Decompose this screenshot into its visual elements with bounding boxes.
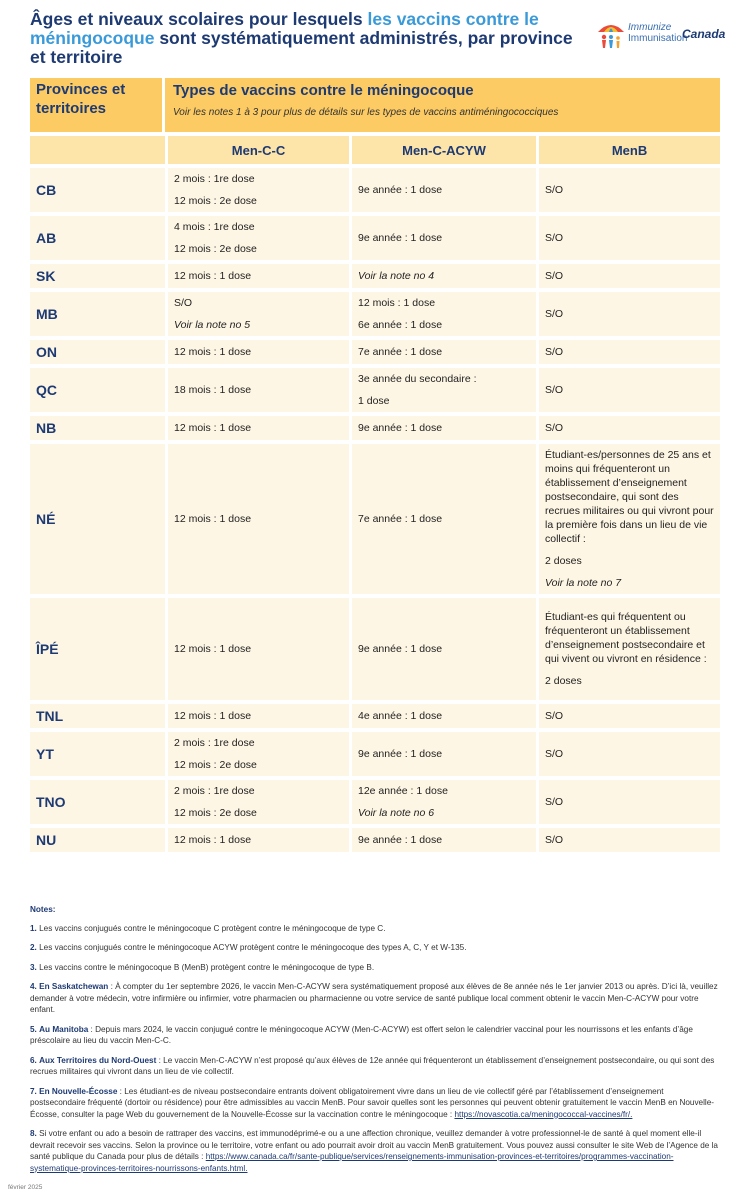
- province-name: QC: [30, 364, 165, 412]
- table-row: [30, 260, 720, 288]
- cell-menc: [165, 212, 349, 260]
- cell-acyw: [349, 260, 536, 288]
- cell-line: S/O: [545, 384, 564, 396]
- cell-line: Voir la note no 7: [545, 577, 622, 589]
- subheader-menc: Men-C-C: [165, 132, 349, 164]
- cell-line: 9e année : 1 dose: [358, 643, 443, 655]
- title-highlight: les vaccins contre le méningocoque: [30, 9, 539, 48]
- cell-line: 12 mois : 1 dose: [174, 422, 252, 434]
- note-bold-label: Aux Territoires du Nord-Ouest: [39, 1055, 157, 1065]
- cell-line: 4e année : 1 dose: [358, 710, 443, 722]
- cell-line: 9e année : 1 dose: [358, 748, 443, 760]
- notes-title: Notes:: [30, 905, 56, 914]
- cell-line: 1 dose: [358, 395, 390, 407]
- cell-line: 18 mois : 1 dose: [174, 384, 252, 396]
- cell-line: S/O: [545, 346, 564, 358]
- cell-menc: [165, 364, 349, 412]
- cell-line: 12 mois : 1 dose: [174, 270, 252, 282]
- cell-line: 3e année du secondaire :: [358, 373, 477, 385]
- cell-line: 12 mois : 2e dose: [174, 807, 257, 819]
- note-item: [30, 981, 720, 1016]
- logo-text-immunisation: Immunisation: [628, 33, 688, 44]
- cell-acyw: [349, 824, 536, 852]
- cell-line: 12 mois : 1 dose: [174, 643, 252, 655]
- cell-menc: [165, 412, 349, 440]
- note-number: 5.: [30, 1024, 37, 1034]
- table-row: [30, 700, 720, 728]
- cell-line: 2 doses: [545, 675, 582, 687]
- cell-menb: [536, 440, 720, 594]
- province-name: YT: [30, 728, 165, 776]
- cell-acyw: [349, 728, 536, 776]
- cell-line: 9e année : 1 dose: [358, 422, 443, 434]
- table-row: [30, 824, 720, 852]
- cell-menc: [165, 728, 349, 776]
- note-text: : Les étudiant-es de niveau postsecondaire entrants doivent obligatoirement vivre dans un lieu de vie collectif géré par l’établissement d’enseignement postsecondaire fréquenté (dortoir ou résidence) pour être admissibles au vaccin MenB. Pour savoir quelles sont les personnes qui peuvent obtenir gratuitement le vaccin MenB en Nouvelle-Écosse, consulter la page Web du gouvernement de la Nouvelle-Écosse sur la vaccination contre le méningocoque :: [30, 1086, 715, 1119]
- cell-line: 12 mois : 1 dose: [174, 513, 252, 525]
- cell-menb: [536, 364, 720, 412]
- table-row: [30, 776, 720, 824]
- province-name: ÎPÉ: [30, 594, 165, 700]
- table-row: [30, 288, 720, 336]
- note-text: : À compter du 1er septembre 2026, le vaccin Men-C-ACYW sera systématiquement proposé aux élèves de 8e année nés le 1er janvier 2013 ou après. D’ici là, veuillez demander à votre médecin, votre infirmière ou infirmier, votre pharmacien ou pharmacienne ou votre service de santé publique local comment obtenir le vaccin Men-C-ACYW pour votre enfant.: [30, 982, 718, 1014]
- cell-menb: [536, 260, 720, 288]
- table-row: [30, 212, 720, 260]
- cell-line: 6e année : 1 dose: [358, 319, 443, 331]
- cell-menc: [165, 164, 349, 212]
- cell-menb: [536, 728, 720, 776]
- note-text: Les vaccins conjugués contre le méningocoque ACYW protègent contre le méningocoque des types A, C, Y et W-135.: [39, 943, 467, 952]
- province-name: ON: [30, 336, 165, 364]
- note-bold-label: Au Manitoba: [39, 1024, 89, 1034]
- note-item: [30, 1055, 720, 1078]
- cell-menc: [165, 824, 349, 852]
- note-text: : Depuis mars 2024, le vaccin conjugué contre le méningocoque ACYW (Men-C-ACYW) est offert selon le calendrier vaccinal pour les nourrissons et les enfants d’âge préscolaire au lieu du vaccin Men-C-C.: [30, 1024, 693, 1045]
- province-name: MB: [30, 288, 165, 336]
- cell-line: 9e année : 1 dose: [358, 232, 443, 244]
- cell-menb: [536, 288, 720, 336]
- cell-menc: [165, 594, 349, 700]
- logo-text-canada: Canada: [682, 27, 726, 41]
- cell-acyw: [349, 412, 536, 440]
- note-number: 4.: [30, 982, 37, 991]
- province-name: NU: [30, 824, 165, 852]
- cell-line: S/O: [545, 270, 564, 282]
- note-item: [30, 923, 720, 935]
- cell-menb: [536, 594, 720, 700]
- header-provinces: Provinces et territoires: [30, 78, 165, 132]
- note-number: 3.: [30, 962, 37, 972]
- cell-line: 12 mois : 1 dose: [174, 834, 252, 846]
- cell-menb: [536, 412, 720, 440]
- cell-line: S/O: [545, 834, 564, 846]
- cell-line: 12 mois : 2e dose: [174, 243, 257, 255]
- cell-line: 9e année : 1 dose: [358, 184, 443, 196]
- note-link[interactable]: https://www.canada.ca/fr/sante-publique/services/renseignements-immunisation-provinces-et-territoires/programmes-vaccination-systematique-provinces-territoires-nourrissons-enfants.html.: [30, 1152, 674, 1173]
- cell-line: S/O: [174, 297, 193, 309]
- cell-line: Étudiant-es qui fréquentent ou fréquenteront un établissement d’enseignement postsecondaire et qui vivent ou vivront en résidence :: [545, 611, 707, 665]
- cell-acyw: [349, 776, 536, 824]
- cell-menb: [536, 776, 720, 824]
- note-bold-label: En Nouvelle-Écosse: [39, 1086, 118, 1096]
- cell-line: 7e année : 1 dose: [358, 513, 443, 525]
- cell-line: 12 mois : 2e dose: [174, 195, 257, 207]
- note-number: 7.: [30, 1086, 37, 1096]
- cell-acyw: [349, 700, 536, 728]
- province-name: NÉ: [30, 440, 165, 594]
- province-name: CB: [30, 164, 165, 212]
- cell-menc: [165, 776, 349, 824]
- note-item: [30, 1086, 720, 1121]
- note-item: [30, 1128, 720, 1174]
- note-link[interactable]: https://novascotia.ca/meningococcal-vaccines/fr/.: [454, 1109, 633, 1119]
- cell-line: S/O: [545, 308, 564, 320]
- province-name: TNL: [30, 700, 165, 728]
- table-row: [30, 728, 720, 776]
- cell-menc: [165, 260, 349, 288]
- province-name: SK: [30, 260, 165, 288]
- cell-menb: [536, 824, 720, 852]
- subheader-acyw: Men-C-ACYW: [349, 132, 536, 164]
- table-row: [30, 440, 720, 594]
- notes-section: [30, 904, 720, 1182]
- table-row: [30, 364, 720, 412]
- cell-line: S/O: [545, 796, 564, 808]
- note-text: : Le vaccin Men-C-ACYW n’est proposé qu’aux élèves de 12e année qui fréquenteront un établissement d’enseignement postsecondaire, ou qui sont des recrues militaires qui vivront dans un lieu de vie collectif.: [30, 1055, 715, 1076]
- cell-line: Étudiant-es/personnes de 25 ans et moins qui fréquenteront un établissement d’enseignement postsecondaire, qui sont des recrues militaires ou qui vivront pour la première fois dans un lieu de vie collectif :: [545, 449, 714, 545]
- cell-line: 12e année : 1 dose: [358, 785, 448, 797]
- cell-line: 2 mois : 1re dose: [174, 737, 255, 749]
- cell-line: Voir la note no 6: [358, 807, 435, 819]
- logo-text-immunize: Immunize: [628, 22, 672, 33]
- cell-line: 7e année : 1 dose: [358, 346, 443, 358]
- note-item: [30, 942, 720, 954]
- note-number: 1.: [30, 923, 37, 933]
- cell-menb: [536, 212, 720, 260]
- header-vaccine-types: [165, 78, 720, 132]
- subheader-blank: [30, 132, 165, 164]
- province-name: NB: [30, 412, 165, 440]
- cell-acyw: [349, 288, 536, 336]
- cell-menc: [165, 440, 349, 594]
- cell-acyw: [349, 336, 536, 364]
- note-number: 8.: [30, 1129, 37, 1138]
- cell-line: Voir la note no 5: [174, 319, 251, 331]
- note-number: 2.: [30, 943, 37, 952]
- cell-menb: [536, 700, 720, 728]
- header-types-subtitle: Voir les notes 1 à 3 pour plus de détails sur les types de vaccins antiméningococciques: [173, 107, 559, 118]
- page-title: [30, 10, 590, 67]
- cell-menc: [165, 288, 349, 336]
- note-bold-label: En Saskatchewan: [39, 982, 109, 991]
- cell-acyw: [349, 164, 536, 212]
- cell-line: S/O: [545, 184, 564, 196]
- table-row: [30, 164, 720, 212]
- note-text: Les vaccins conjugués contre le méningocoque C protègent contre le méningocoque de type C.: [39, 923, 386, 933]
- note-item: [30, 962, 720, 974]
- cell-line: Voir la note no 4: [358, 270, 435, 282]
- cell-acyw: [349, 212, 536, 260]
- cell-line: 4 mois : 1re dose: [174, 221, 255, 233]
- header-types-title: Types de vaccins contre le méningocoque: [173, 82, 474, 99]
- table-row: [30, 412, 720, 440]
- cell-line: 9e année : 1 dose: [358, 834, 443, 846]
- title-part2: sont systématiquement administrés, par province et territoire: [30, 28, 573, 67]
- cell-line: 12 mois : 2e dose: [174, 759, 257, 771]
- umbrella-family-icon: [596, 20, 626, 50]
- province-name: AB: [30, 212, 165, 260]
- immunize-canada-logo: [596, 20, 724, 50]
- table-row: [30, 594, 720, 700]
- cell-menb: [536, 164, 720, 212]
- cell-line: S/O: [545, 710, 564, 722]
- province-name: TNO: [30, 776, 165, 824]
- cell-menc: [165, 336, 349, 364]
- subheader-menb: MenB: [536, 132, 720, 164]
- publication-date: février 2025: [8, 1184, 43, 1191]
- table-row: [30, 336, 720, 364]
- cell-line: 12 mois : 1 dose: [358, 297, 436, 309]
- cell-acyw: [349, 364, 536, 412]
- cell-line: S/O: [545, 748, 564, 760]
- cell-line: 2 mois : 1re dose: [174, 785, 255, 797]
- cell-line: 2 doses: [545, 555, 582, 567]
- cell-line: S/O: [545, 232, 564, 244]
- vaccine-table: [30, 78, 720, 852]
- cell-line: S/O: [545, 422, 564, 434]
- cell-acyw: [349, 594, 536, 700]
- title-part1: Âges et niveaux scolaires pour lesquels: [30, 9, 368, 29]
- cell-line: 2 mois : 1re dose: [174, 173, 255, 185]
- note-item: [30, 1024, 720, 1047]
- cell-menc: [165, 700, 349, 728]
- cell-menb: [536, 336, 720, 364]
- note-text: Les vaccins contre le méningocoque B (MenB) protègent contre le méningocoque de type B.: [39, 962, 375, 972]
- cell-line: 12 mois : 1 dose: [174, 710, 252, 722]
- note-number: 6.: [30, 1055, 37, 1065]
- note-text: Si votre enfant ou ado a besoin de rattraper des vaccins, est immunodéprimé-e ou a une affection chronique, veuillez demander à votre professionnel-le de santé à quel moment elle-il devrait recevoir ses vaccins. Selon la province ou le territoire, votre enfant ou ado pourrait avoir droit au vaccin MenB gratuitement. Vous pouvez aussi consulter le site Web de l’Agence de la santé publique du Canada pour plus de détails :: [30, 1129, 718, 1161]
- cell-acyw: [349, 440, 536, 594]
- cell-line: 12 mois : 1 dose: [174, 346, 252, 358]
